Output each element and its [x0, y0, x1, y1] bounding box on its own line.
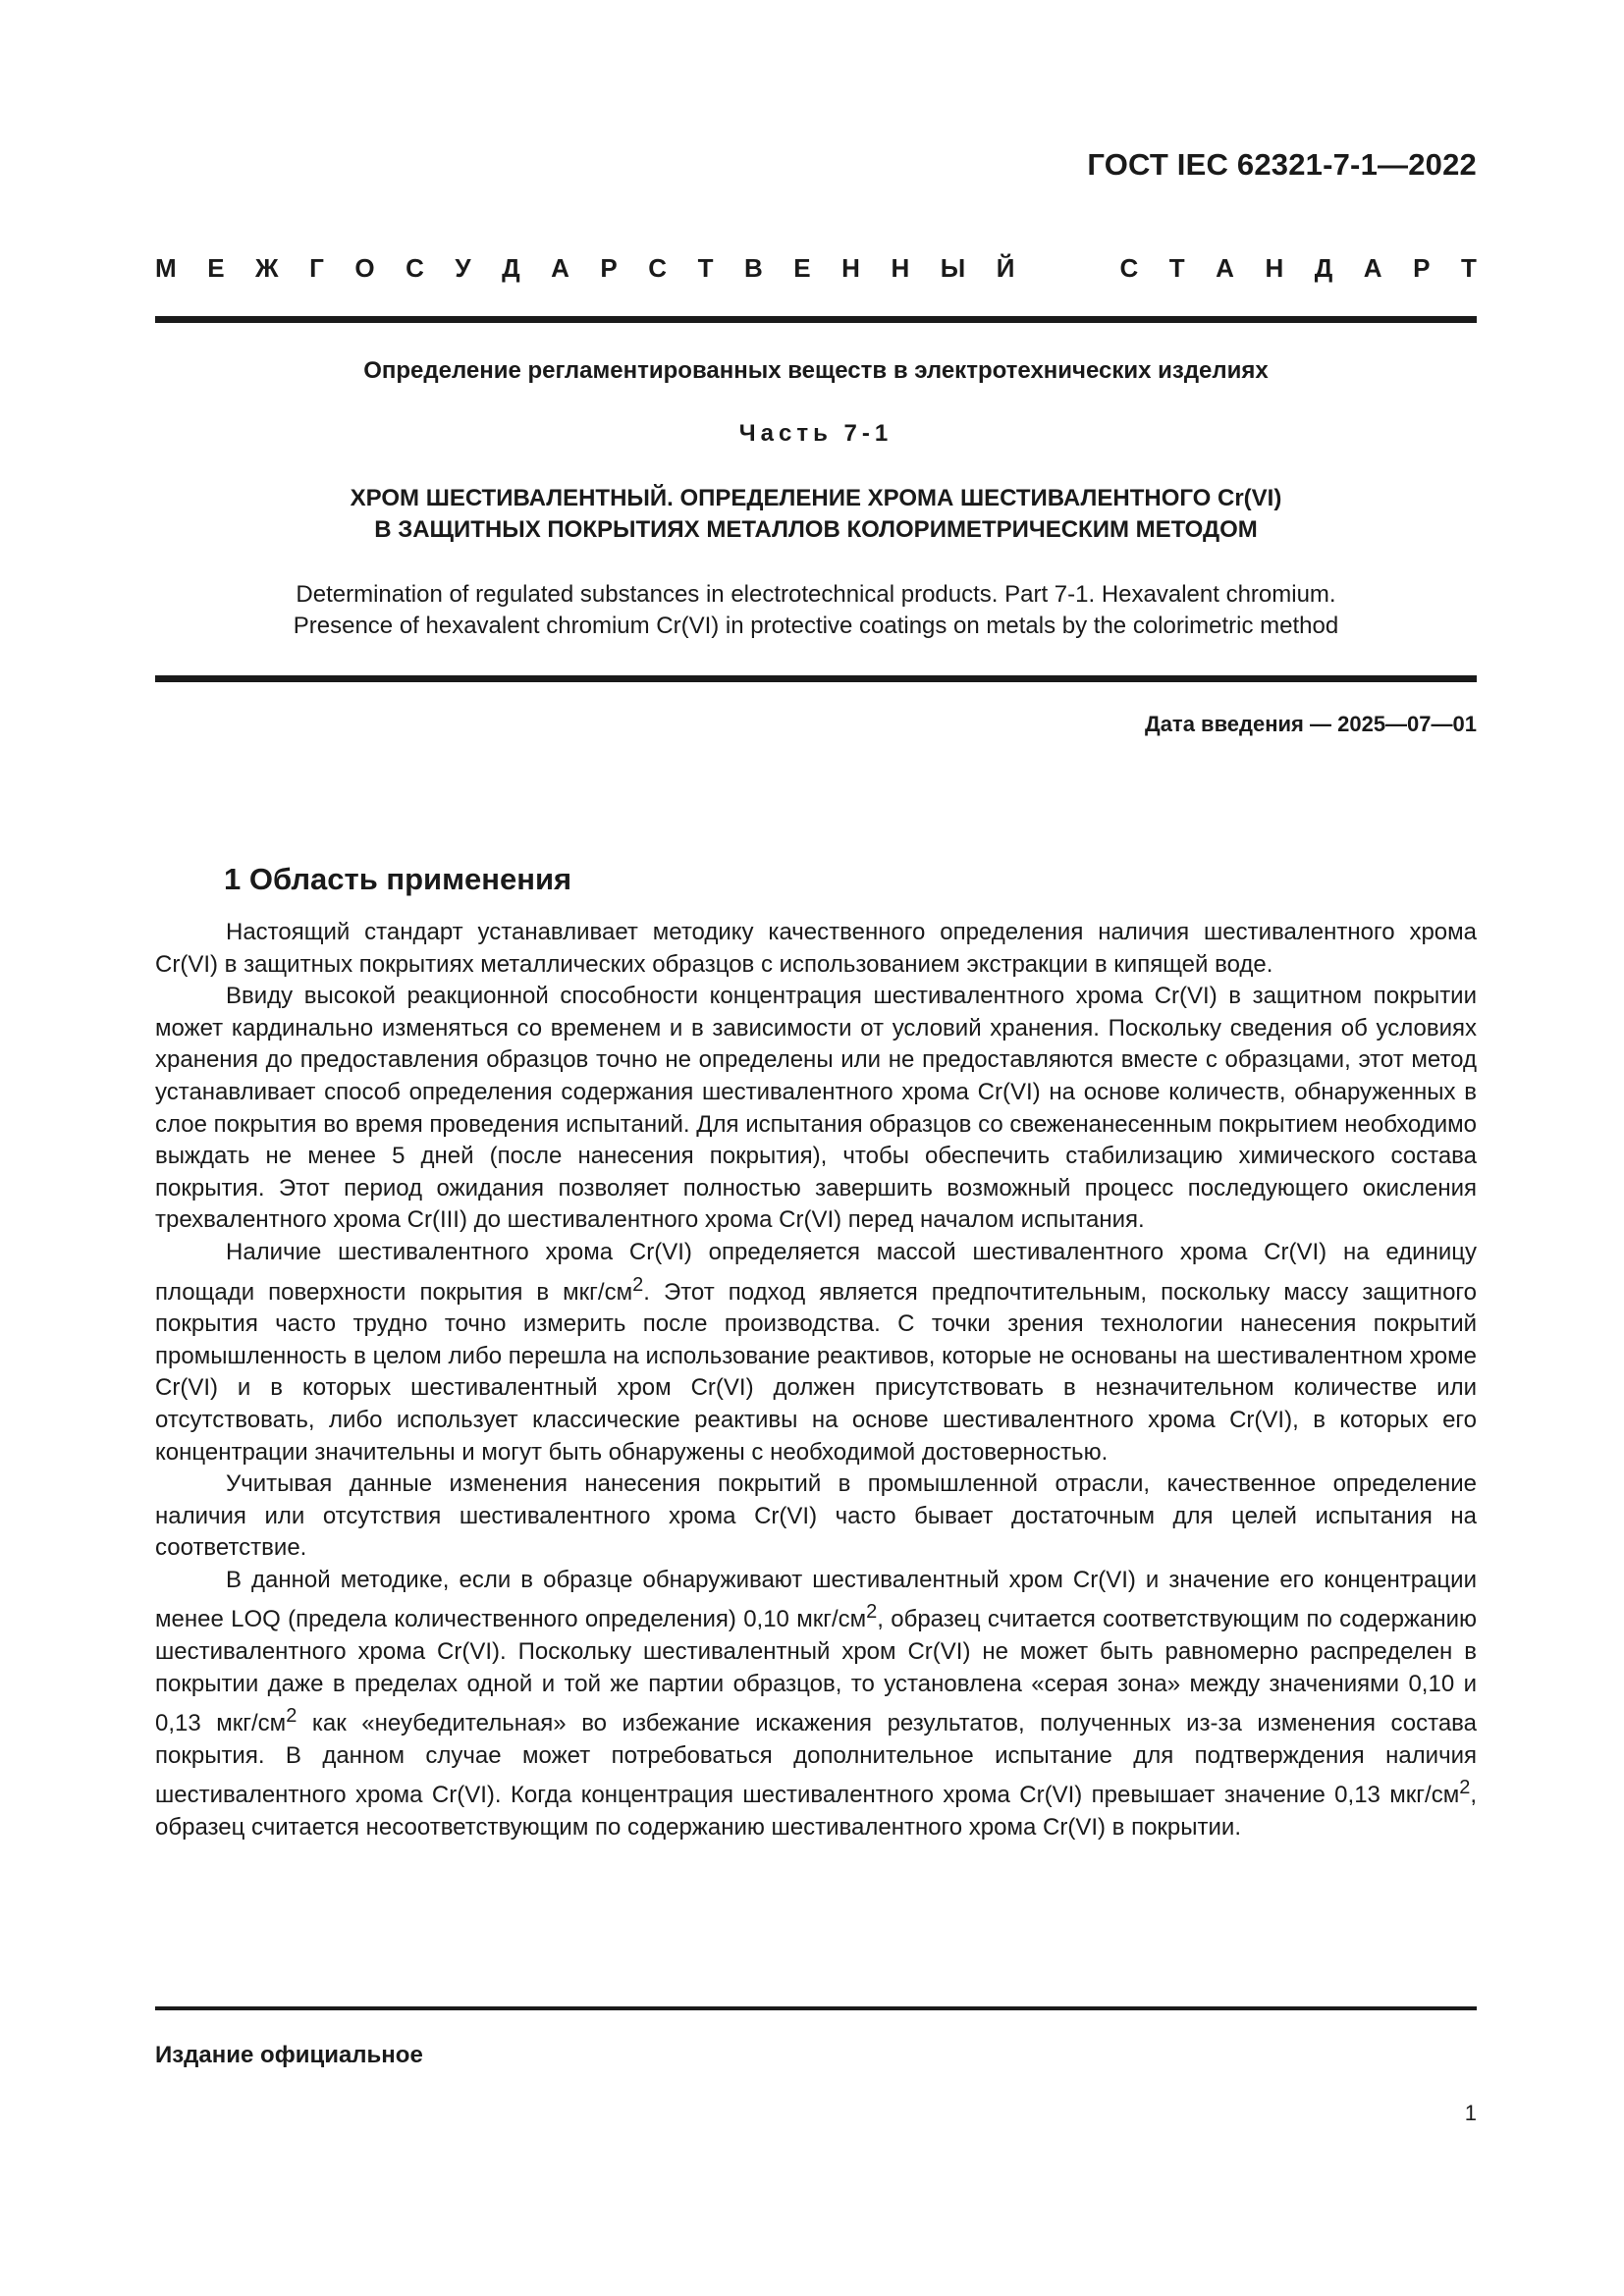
paragraph-text: В данной методике, если в образце обнаруживают шестивалентный хром Cr(VI) и значение его концентрации менее LOQ (предела количественного определения) 0,10 мкг/см	[155, 1566, 1477, 1633]
heading-letter: А	[551, 253, 569, 283]
heading-letter: Р	[600, 253, 618, 283]
section-heading: 1 Область применения	[224, 862, 572, 896]
paragraph: Ввиду высокой реакционной способности концентрация шестивалентного хрома Cr(VI) в защитном покрытии может кардинально изменяться со временем и в зависимости от условий хранения. Поскольку сведения об условиях хранения до предоставления образцов точно не определены или не предоставляются вместе с образцами, этот метод устанавливает способ определения содержания шестивалентного хрома Cr(VI) на основе количеств, обнаруженных в слое покрытия во время проведения испытаний. Для испытания образцов со свеженанесенным покрытием необходимо выждать не менее 5 дней (после нанесения покрытия), чтобы обеспечить стабилизацию химического состава покрытия. Этот период ожидания позволяет полностью завершить возможный процесс последующего окисления трехвалентного хрома Cr(III) до шестивалентного хрома Cr(VI) перед началом испытания.	[155, 983, 1477, 1234]
heading-letter: Р	[1413, 253, 1431, 283]
paragraph-text: , образец считается несоответствующим по содержанию шестивалентного хрома Cr(VI) в покрытии.	[155, 1782, 1477, 1842]
heading-letter: Н	[841, 253, 860, 283]
heading-letter: Ы	[940, 253, 966, 283]
heading-letter: Н	[1265, 253, 1284, 283]
official-edition-label: Издание официальное	[155, 2042, 423, 2068]
footer-divider	[155, 2006, 1477, 2010]
heading-letter: У	[455, 253, 471, 283]
paragraph: Учитывая данные изменения нанесения покрытий в промышленной отрасли, качественное определение наличия или отсутствия шестивалентного хрома Cr(VI) часто бывает достаточным для целей испытания на соответствие.	[155, 1470, 1477, 1562]
paragraph: Настоящий стандарт устанавливает методику качественного определения наличия шестивалентного хрома Cr(VI) в защитных покрытиях металлических образцов с использованием экстракции в кипящей воде.	[155, 919, 1477, 978]
heading-letter: О	[354, 253, 375, 283]
heading-letter: Ж	[255, 253, 279, 283]
heading-letter: Н	[891, 253, 910, 283]
heading-letter: В	[743, 253, 763, 283]
top-divider	[155, 316, 1477, 323]
heading-letter: А	[1216, 253, 1234, 283]
paragraph-text: , образец считается соответствующим по содержанию шестивалентного хрома Cr(VI). Поскольку шестивалентный хром Cr(VI) не может быть равномерно распределен в покрытии даже в пределах одной и той же партии образцов, то установлена «серая зона» между значениями 0,10 и 0,13 мкг/см	[155, 1606, 1477, 1737]
superscript: 2	[1459, 1777, 1471, 1799]
title-divider	[155, 675, 1477, 682]
paragraph	[155, 1237, 1477, 1468]
title-russian	[155, 483, 1477, 546]
superscript: 2	[632, 1273, 644, 1296]
title-russian-line: ХРОМ ШЕСТИВАЛЕНТНЫЙ. ОПРЕДЕЛЕНИЕ ХРОМА ШЕСТИВАЛЕНТНОГО Cr(VI)	[350, 485, 1282, 511]
title-english-line: Determination of regulated substances in electrotechnical products. Part 7-1. Hexavalent chromium.	[296, 581, 1336, 608]
introduction-date: Дата введения — 2025—07—01	[1145, 712, 1477, 736]
section-body	[155, 917, 1477, 1844]
title-english	[155, 579, 1477, 642]
gost-code: ГОСТ IEC 62321-7-1—2022	[1087, 147, 1477, 182]
superscript: 2	[866, 1601, 878, 1624]
paragraph-text: как «неубедительная» во избежание искажения результатов, полученных из-за изменения состава покрытия. В данном случае может потребоваться дополнительное испытание для подтверждения наличия шестивалентного хрома Cr(VI). Когда концентрация шестивалентного хрома Cr(VI) превышает значение 0,13 мкг/см	[155, 1710, 1477, 1809]
heading-letter: Т	[1460, 253, 1477, 283]
heading-letter: Е	[207, 253, 225, 283]
heading-letter: Т	[1168, 253, 1185, 283]
word-gap	[1046, 253, 1089, 284]
heading-letter: Й	[996, 253, 1015, 283]
paragraph-text: . Этот подход является предпочтительным, поскольку массу защитного покрытия часто трудно точно измерить после производства. С точки зрения технологии нанесения покрытий промышленность в целом либо перешла на использование реактивов, которые не основаны на шестивалентном хроме Cr(VI) и в которых шестивалентный хром Cr(VI) должен присутствовать в незначительном количестве или отсутствовать, либо использует классические реактивы на основе шестивалентного хрома Cr(VI), в которых его концентрации значительны и могут быть обнаружены с необходимой достоверностью.	[155, 1278, 1477, 1466]
part-label: Часть 7-1	[738, 420, 893, 447]
heading-letter: Г	[309, 253, 324, 283]
heading-letter: С	[648, 253, 668, 283]
heading-letter: С	[406, 253, 424, 283]
superscript: 2	[286, 1705, 298, 1728]
document-subject: Определение регламентированных веществ в электротехнических изделиях	[363, 357, 1269, 384]
heading-letter: С	[1119, 253, 1139, 283]
heading-letter: Д	[502, 253, 520, 283]
title-english-line: Presence of hexavalent chromium Cr(VI) in protective coatings on metals by the colorimetric method	[293, 613, 1339, 639]
paragraph	[155, 1565, 1477, 1844]
title-russian-line: В ЗАЩИТНЫХ ПОКРЫТИЯХ МЕТАЛЛОВ КОЛОРИМЕТРИЧЕСКИМ МЕТОДОМ	[374, 516, 1258, 543]
heading-letter: М	[155, 253, 177, 283]
heading-letter: Д	[1314, 253, 1333, 283]
page-number: 1	[1464, 2101, 1477, 2125]
heading-letter: Т	[697, 253, 714, 283]
paragraph-text: Наличие шестивалентного хрома Cr(VI) определяется массой шестивалентного хрома Cr(VI) на единицу площади поверхности покрытия в мкг/см	[155, 1238, 1477, 1306]
heading-letter: Е	[793, 253, 811, 283]
heading-letter: А	[1363, 253, 1382, 283]
interstate-standard-heading	[155, 253, 1477, 284]
